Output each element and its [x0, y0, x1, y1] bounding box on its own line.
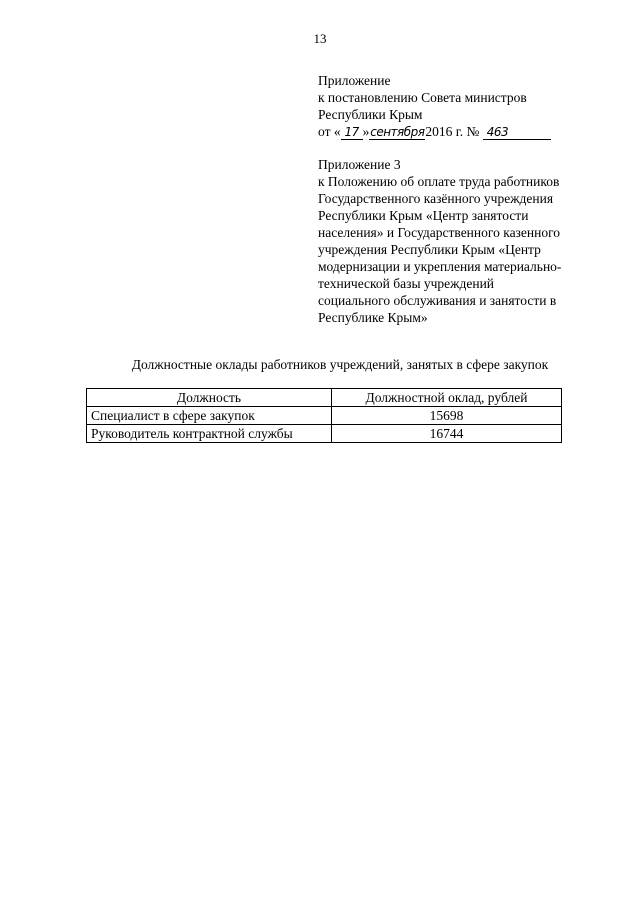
table-header-row: [87, 389, 562, 407]
annex-republic: Республики Крым: [318, 107, 423, 122]
annex3-line: модернизации и укрепления материально-: [318, 259, 562, 274]
annex3-line: Государственного казённого учреждения: [318, 191, 554, 206]
annex-header: [318, 72, 618, 140]
annex3-line: учреждения Республики Крым «Центр: [318, 242, 541, 257]
salary-table: [86, 388, 562, 443]
date-day: 17: [341, 125, 363, 140]
annex3-line: Республике Крым»: [318, 310, 428, 325]
annex-date-line: [318, 123, 618, 140]
header-salary: Должностной оклад, рублей: [331, 389, 561, 407]
table-row: [87, 425, 562, 443]
annex-title: Приложение: [318, 73, 391, 88]
annex3-line: населения» и Государственного казенного: [318, 225, 561, 240]
table-row: [87, 407, 562, 425]
table-caption: Должностные оклады работников учреждений, занятых в сфере закупок: [131, 357, 549, 372]
annex3-line: технической базы учреждений: [318, 276, 495, 291]
cell-position: Руководитель контрактной службы: [87, 425, 332, 443]
annex-resolution: к постановлению Совета министров: [318, 90, 527, 105]
annex3-line: Приложение 3: [318, 157, 401, 172]
cell-salary: 16744: [331, 425, 561, 443]
annex3-line: Республики Крым «Центр занятости: [318, 208, 529, 223]
cell-position: Специалист в сфере закупок: [87, 407, 332, 425]
date-month: сентября: [370, 125, 425, 139]
annex3-line: к Положению об оплате труда работников: [318, 174, 560, 189]
doc-number: 463: [483, 125, 551, 140]
page-number: 13: [313, 31, 327, 46]
date-prefix: от «: [318, 124, 341, 139]
annex3-header: [318, 156, 618, 326]
cell-salary: 15698: [331, 407, 561, 425]
annex3-line: социального обслуживания и занятости в: [318, 293, 557, 308]
header-position: Должность: [87, 389, 332, 407]
date-mid: »: [362, 124, 370, 139]
date-year: 2016 г. №: [425, 124, 480, 139]
